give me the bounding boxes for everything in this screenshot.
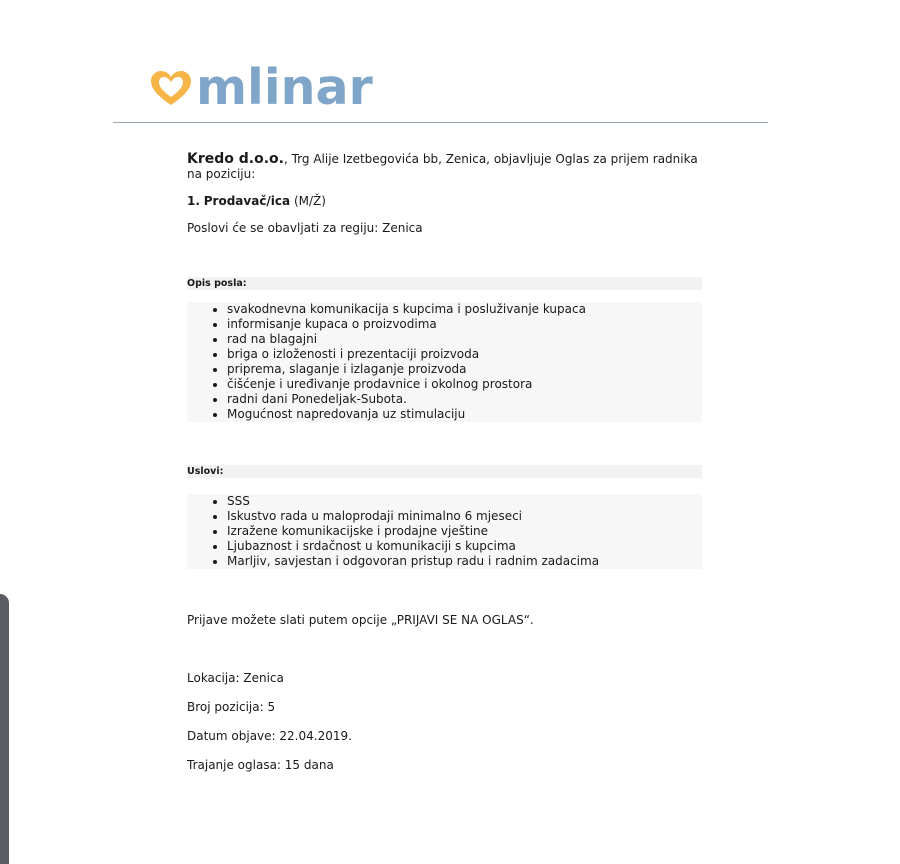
list-item: • svakodnevna komunikacija s kupcima i posluživanje kupaca	[227, 302, 702, 317]
mlinar-logo	[148, 59, 373, 116]
logo-wordmark: mlinar	[196, 59, 373, 116]
list-item: • čišćenje i uređivanje prodavnice i okolnog prostora	[227, 377, 702, 392]
list-item: • rad na blagajni	[227, 332, 702, 347]
location-text: Lokacija: Zenica	[187, 671, 284, 685]
list-item: • Iskustvo rada u maloprodaji minimalno 6 mjeseci	[227, 509, 702, 524]
list-item: • informisanje kupaca o proizvodima	[227, 317, 702, 332]
publish-date-text: Datum objave: 22.04.2019.	[187, 729, 352, 743]
job-description-label: Opis posla:	[187, 277, 702, 290]
duration-text: Trajanje oglasa: 15 dana	[187, 758, 334, 772]
list-item: • radni dani Ponedeljak-Subota.	[227, 392, 702, 407]
position-suffix: (M/Ž)	[290, 194, 326, 208]
job-description-list	[187, 302, 702, 422]
intro-paragraph	[187, 152, 707, 182]
list-item: • priprema, slaganje i izlaganje proizvoda	[227, 362, 702, 377]
header-divider	[113, 122, 768, 123]
region-text: Poslovi će se obavljati za regiju: Zenica	[187, 221, 423, 235]
list-item: • Ljubaznost i srdačnost u komunikaciji s kupcima	[227, 539, 702, 554]
position-number: 1.	[187, 194, 200, 208]
list-item: • Marljiv, savjestan i odgovoran pristup radu i radnim zadacima	[227, 554, 702, 569]
company-name: Kredo d.o.o.	[187, 151, 284, 167]
position-title: Prodavač/ica	[203, 194, 291, 208]
list-item: • briga o izloženosti i prezentaciji proizvoda	[227, 347, 702, 362]
intro-text: , Trg Alije Izetbegovića bb, Zenica, objavljuje Oglas za prijem radnika na poziciju:	[187, 152, 698, 181]
apply-instructions: Prijave možete slati putem opcije „PRIJAVI SE NA OGLAS“.	[187, 613, 534, 627]
conditions-label: Uslovi:	[187, 465, 702, 478]
job-ad-document	[187, 152, 707, 773]
list-item: • Mogućnost napredovanja uz stimulaciju	[227, 407, 702, 422]
list-item: • Izražene komunikacijske i prodajne vještine	[227, 524, 702, 539]
list-item: • SSS	[227, 494, 702, 509]
positions-count-text: Broj pozicija: 5	[187, 700, 276, 714]
heart-icon	[148, 68, 194, 108]
side-tab-handle[interactable]	[0, 594, 9, 864]
conditions-list	[187, 494, 702, 569]
position-line	[187, 194, 707, 209]
